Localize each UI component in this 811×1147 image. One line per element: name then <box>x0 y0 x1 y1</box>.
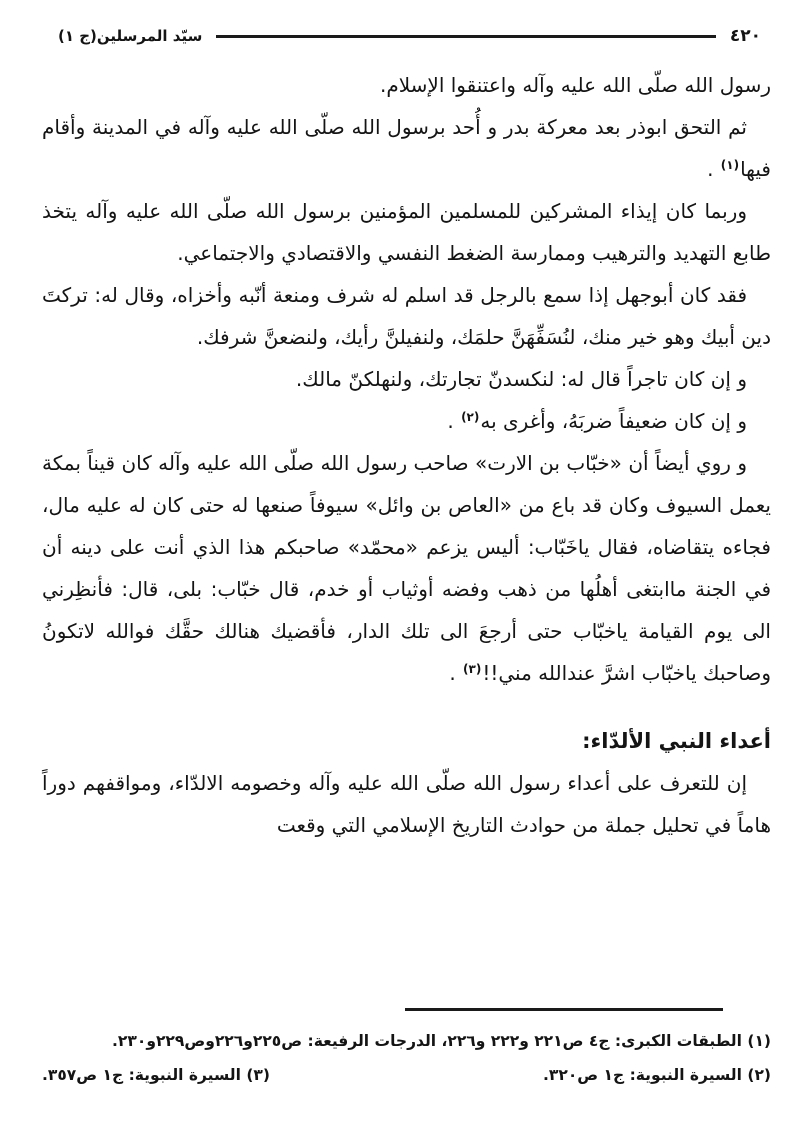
paragraph-text: وربما كان إيذاء المشركين للمسلمين المؤمنين برسول الله صلّى الله عليه وآله يتخذ طابع التهديد والترهيب وممارسة الضغط النفسي والاقتصادي والاجتماعي. <box>42 199 771 265</box>
footnotes-section <box>42 1008 771 1092</box>
paragraph-1 <box>42 64 771 106</box>
footnote-2 <box>543 1058 771 1092</box>
header-rule <box>216 35 716 38</box>
paragraph-6 <box>42 400 771 442</box>
page-number: ٤٢٠ <box>729 26 761 46</box>
paragraph-text: . <box>447 409 461 433</box>
footnote-3 <box>42 1058 270 1092</box>
paragraph-text: و إن كان ضعيفاً ضربَهُ، وأغرى به <box>480 409 747 433</box>
footnote-text: السيرة النبوية: ج١ ص٣٥٧. <box>42 1066 241 1084</box>
paragraph-text: ثم التحق ابوذر بعد معركة بدر و أُحد برسول الله صلّى الله عليه وآله في المدينة وأقام فيها <box>42 115 771 181</box>
paragraph-text: و روي أيضاً أن «خبّاب بن الارت» صاحب رسول الله صلّى الله عليه وآله كان قيناً بمكة يعمل السيوف وكان قد باع من «العاص بن وائل» سيوفاً صنعها له حتى كان له عليه مال، فجاءه يتقاضاه، فقال ياخَبّاب: أليس يزعم «محمّد» صاحبكم هذا الذي أنت على دينه أن في الجنة ماابتغى أهلُها من ذهب وفضه أوثياب أو خدم، قال خبّاب: بلى، قال: فأنظِرني الى يوم القيامة ياخبّاب حتى أرجعَ الى تلك الدار، فأقضيك هنالك حقَّك فوالله لاتكونُ وصاحبك ياخبّاب اشرَّ عندالله مني!! <box>42 451 771 685</box>
paragraph-3 <box>42 190 771 274</box>
paragraph-7 <box>42 442 771 694</box>
footnote-ref-2: (٢) <box>461 410 480 424</box>
paragraph-text: فقد كان أبوجهل إذا سمع بالرجل قد اسلم له شرف ومنعة أنّبه وأخزاه، وقال له: تركتَ دين أبيك وهو خير منك، لنُسَفِّهَنَّ حلمَك، ولنفيلنَّ رأيك، ولنضعنَّ شرفك. <box>42 283 771 349</box>
footnote-marker: (٢) <box>747 1066 771 1084</box>
footnote-text: الطبقات الكبرى: ج٤ ص٢٢١ و٢٢٢ و٢٢٦، الدرجات الرفيعة: ص٢٢٥و٢٢٦وص٢٢٩و٢٣٠. <box>112 1032 742 1050</box>
paragraph-text: إن للتعرف على أعداء رسول الله صلّى الله عليه وآله وخصومه الالدّاء، ومواقفهم دوراً هاماً في تحليل جملة من حوادث التاريخ الإسلامي التي وقعت <box>42 771 771 837</box>
paragraph-8 <box>42 762 771 846</box>
page-header <box>58 26 761 46</box>
section-heading: أعداء النبي الألدّاء: <box>582 729 771 753</box>
footnote-text: السيرة النبوية: ج١ ص٣٢٠. <box>543 1066 742 1084</box>
footnote-row <box>42 1058 771 1092</box>
body-text <box>42 64 771 846</box>
running-title: سيّد المرسلين(ج ١) <box>58 27 203 45</box>
paragraph-text: . <box>449 661 463 685</box>
footnote-ref-3: (٣) <box>463 662 482 676</box>
paragraph-2 <box>42 106 771 190</box>
paragraph-4 <box>42 274 771 358</box>
paragraph-5 <box>42 358 771 400</box>
footnote-marker: (١) <box>747 1032 771 1050</box>
paragraph-text: رسول الله صلّى الله عليه وآله واعتنقوا الإسلام. <box>379 73 771 97</box>
footnote-ref-1: (١) <box>720 158 740 172</box>
footnote-marker: (٣) <box>246 1066 270 1084</box>
paragraph-text: . <box>707 157 720 181</box>
footnote-separator <box>405 1008 723 1011</box>
paragraph-text: و إن كان تاجراً قال له: لنكسدنّ تجارتك، ولنهلكنّ مالك. <box>295 367 747 391</box>
footnote-1 <box>42 1024 771 1058</box>
